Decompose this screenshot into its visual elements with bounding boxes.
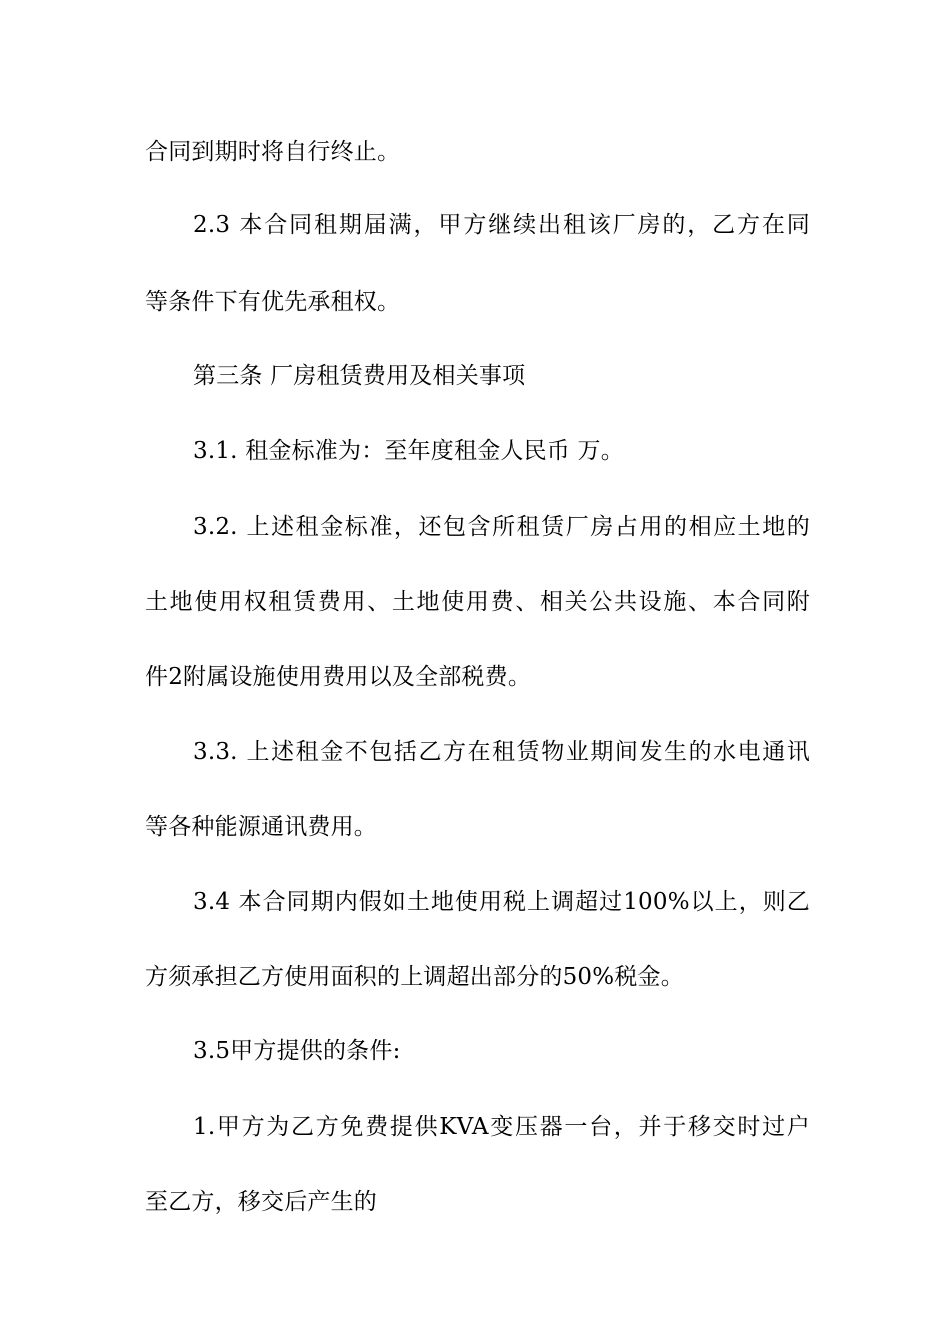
paragraph-line: 等各种能源通讯费用。 bbox=[145, 814, 377, 840]
paragraph-line: 至乙方，移交后产生的 bbox=[145, 1189, 377, 1215]
section-heading: 第三条 厂房租赁费用及相关事项 bbox=[193, 363, 526, 389]
paragraph-line: 件2附属设施使用费用以及全部税费。 bbox=[145, 664, 532, 690]
paragraph-line: 土地使用权租赁费用、土地使用费、相关公共设施、本合同附 bbox=[145, 589, 810, 615]
paragraph-line: 方须承担乙方使用面积的上调超出部分的50%税金。 bbox=[145, 964, 684, 990]
paragraph-line: 3.4 本合同期内假如土地使用税上调超过100%以上，则乙 bbox=[193, 889, 810, 915]
paragraph-line: 3.5甲方提供的条件: bbox=[193, 1038, 401, 1064]
paragraph-line: 3.3. 上述租金不包括乙方在租赁物业期间发生的水电通讯 bbox=[193, 739, 810, 765]
paragraph-line: 1.甲方为乙方免费提供KVA变压器一台，并于移交时过户 bbox=[193, 1114, 810, 1140]
paragraph-line: 等条件下有优先承租权。 bbox=[145, 289, 401, 315]
paragraph-line: 合同到期时将自行终止。 bbox=[145, 139, 401, 165]
paragraph-line: 3.1. 租金标准为：至年度租金人民币 万。 bbox=[193, 438, 624, 464]
paragraph-line: 2.3 本合同租期届满，甲方继续出租该厂房的，乙方在同 bbox=[193, 212, 810, 238]
paragraph-line: 3.2. 上述租金标准，还包含所租赁厂房占用的相应土地的 bbox=[193, 514, 810, 540]
